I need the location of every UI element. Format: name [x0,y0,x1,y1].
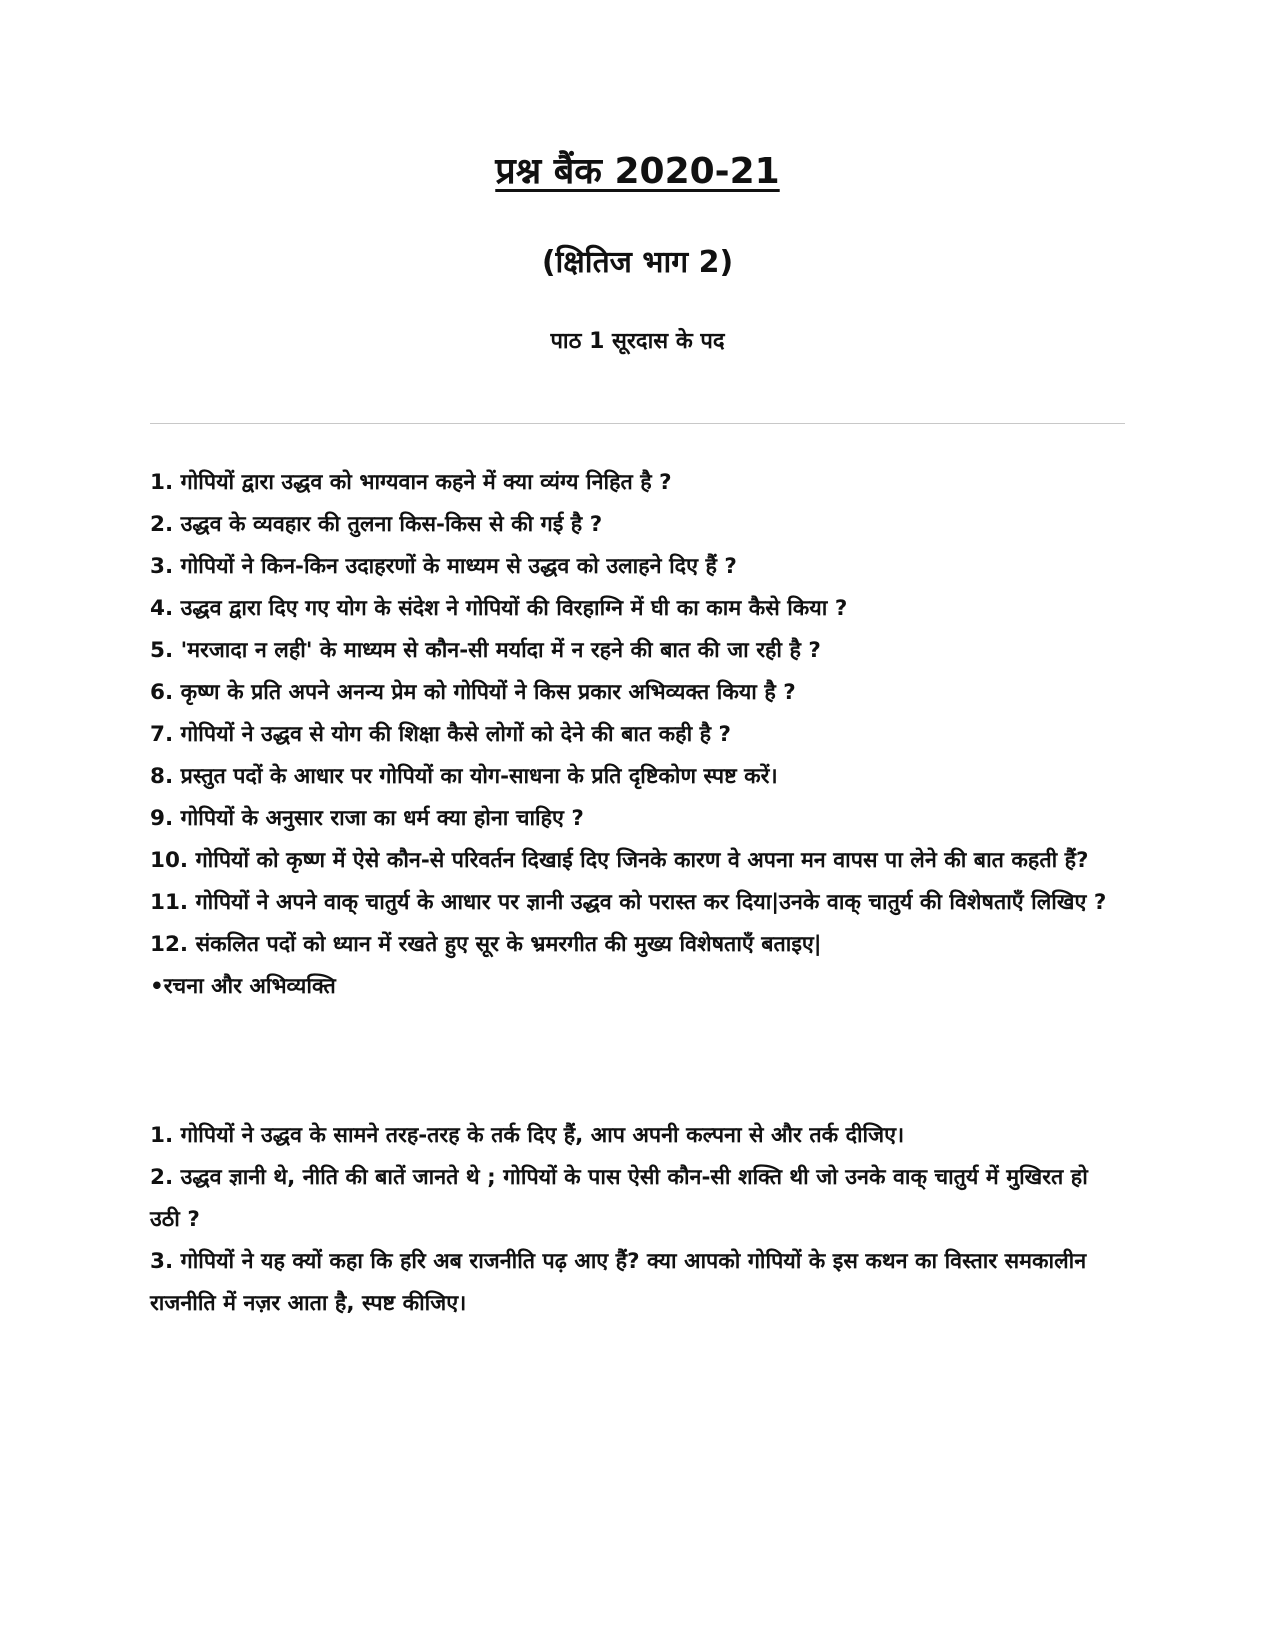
composition-question-list [150,1115,1120,1325]
question-item: 8. प्रस्तुत पदों के आधार पर गोपियों का योग-साधना के प्रति दृष्टिकोण स्पष्ट करें। [150,764,778,789]
horizontal-divider [150,423,1125,424]
chapter-heading: पाठ 1 सूरदास के पद [550,329,725,354]
question-item: 6. कृष्ण के प्रति अपने अनन्य प्रेम को गोपियों ने किस प्रकार अभिव्यक्त किया है ? [150,680,796,705]
question-item: 3. गोपियों ने किन-किन उदाहरणों के माध्यम से उद्धव को उलाहने दिए हैं ? [150,554,737,579]
question-item: 9. गोपियों के अनुसार राजा का धर्म क्या होना चाहिए ? [150,806,584,831]
question-list [150,462,1120,1008]
question-item: 1. गोपियों ने उद्धव के सामने तरह-तरह के तर्क दिए हैं, आप अपनी कल्पना से और तर्क दीजिए। [150,1123,905,1148]
question-item: 4. उद्धव द्वारा दिए गए योग के संदेश ने गोपियों की विरहाग्नि में घी का काम कैसे किया ? [150,596,848,621]
page-title: प्रश्न बैंक 2020-21 [495,151,780,192]
question-item: 3. गोपियों ने यह क्यों कहा कि हरि अब राजनीति पढ़ आए हैं? क्या आपको गोपियों के इस कथन का विस्तार समकालीन राजनीति में नज़र आता है, स्पष्ट कीजिए। [150,1249,1087,1316]
question-item: 10. गोपियों को कृष्ण में ऐसे कौन-से परिवर्तन दिखाई दिए जिनके कारण वे अपना मन वापस पा लेने की बात कहती हैं? [150,848,1089,873]
question-item: 12. संकलित पदों को ध्यान में रखते हुए सूर के भ्रमरगीत की मुख्य विशेषताएँ बताइए| [150,932,822,957]
question-item: 1. गोपियों द्वारा उद्धव को भाग्यवान कहने में क्या व्यंग्य निहित है ? [150,470,672,495]
question-item: 2. उद्धव के व्यवहार की तुलना किस-किस से की गई है ? [150,512,603,537]
book-subtitle: (क्षितिज भाग 2) [541,245,734,280]
question-item: 5. 'मरजादा न लही' के माध्यम से कौन-सी मर्यादा में न रहने की बात की जा रही है ? [150,638,821,663]
question-item: 2. उद्धव ज्ञानी थे, नीति की बातें जानते थे ; गोपियों के पास ऐसी कौन-सी शक्ति थी जो उनके वाक् चातुर्य में मुखिरत हो उठी ? [150,1165,1088,1232]
question-item: 11. गोपियों ने अपने वाक् चातुर्य के आधार पर ज्ञानी उद्धव को परास्त कर दिया|उनके वाक् चातुर्य की विशेषताएँ लिखिए ? [150,890,1107,915]
question-item: 7. गोपियों ने उद्धव से योग की शिक्षा कैसे लोगों को देने की बात कही है ? [150,722,732,747]
section-heading: •रचना और अभिव्यक्ति [150,974,336,999]
